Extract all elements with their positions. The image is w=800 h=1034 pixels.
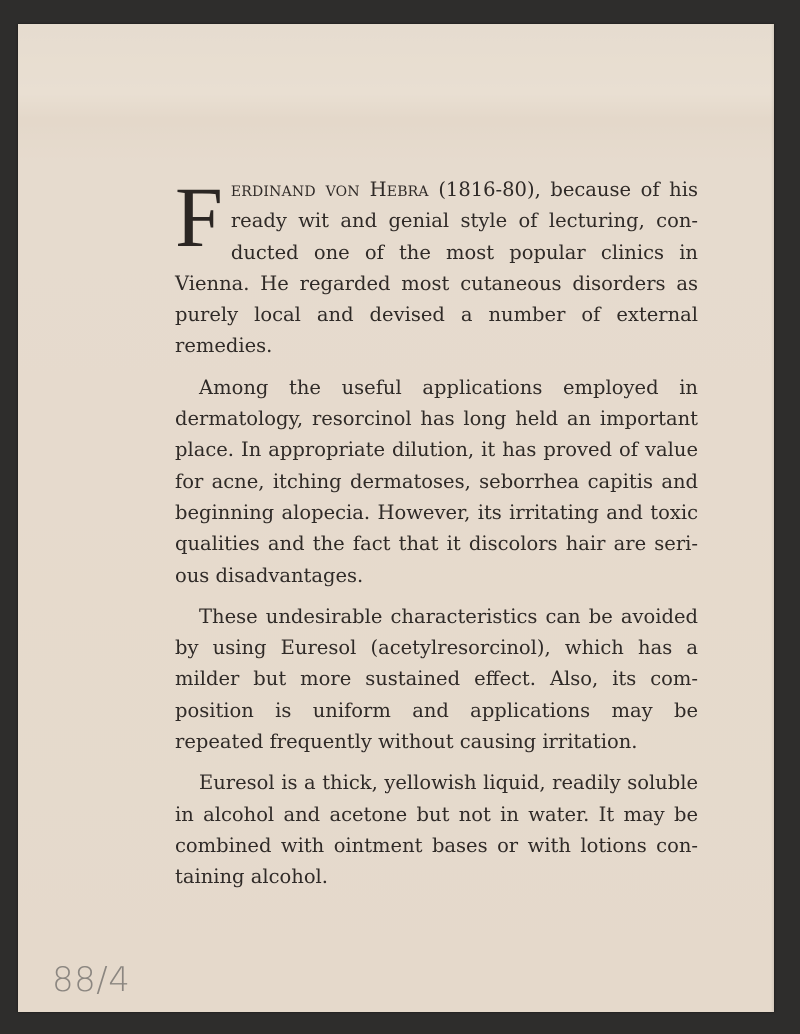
drop-cap: F	[175, 169, 223, 265]
paragraph-1	[175, 169, 698, 362]
handwritten-inventory-number: 88/4	[52, 960, 131, 1000]
paragraph-4: Euresol is a thick, yellowish liquid, readily soluble in alcohol and acetone but not in water. It may be combined with ointment bases or with lotions containing alcohol.	[175, 771, 698, 889]
paragraph-3: These undesirable characteristics can be avoided by using Euresol (acetylresorcinol), which has a milder but more sustained effect. Also, its composition is uniform and applications may be repeated frequently without causing irritation.	[175, 604, 698, 754]
paper-sheet	[18, 24, 774, 1012]
paragraph-2: Among the useful applications employed in dermatology, resorcinol has long held an important place. In appropriate dilution, it has proved of value for acne, itching dermatoses, seborrhea capitis and beginning alopecia. However, its irritating and toxic qualities and the fact that it discolors hair are serious disadvantages.	[175, 375, 698, 587]
body-text	[175, 169, 698, 903]
paragraph-1-text: (1816-80), because of his ready wit and genial style of lecturing, conducted one of the most popular clinics in Vienna. He regarded most cutaneous disorders as purely local and devised a number of external remedies.	[175, 178, 698, 358]
hebra-name: erdinand von Hebra	[230, 178, 429, 201]
